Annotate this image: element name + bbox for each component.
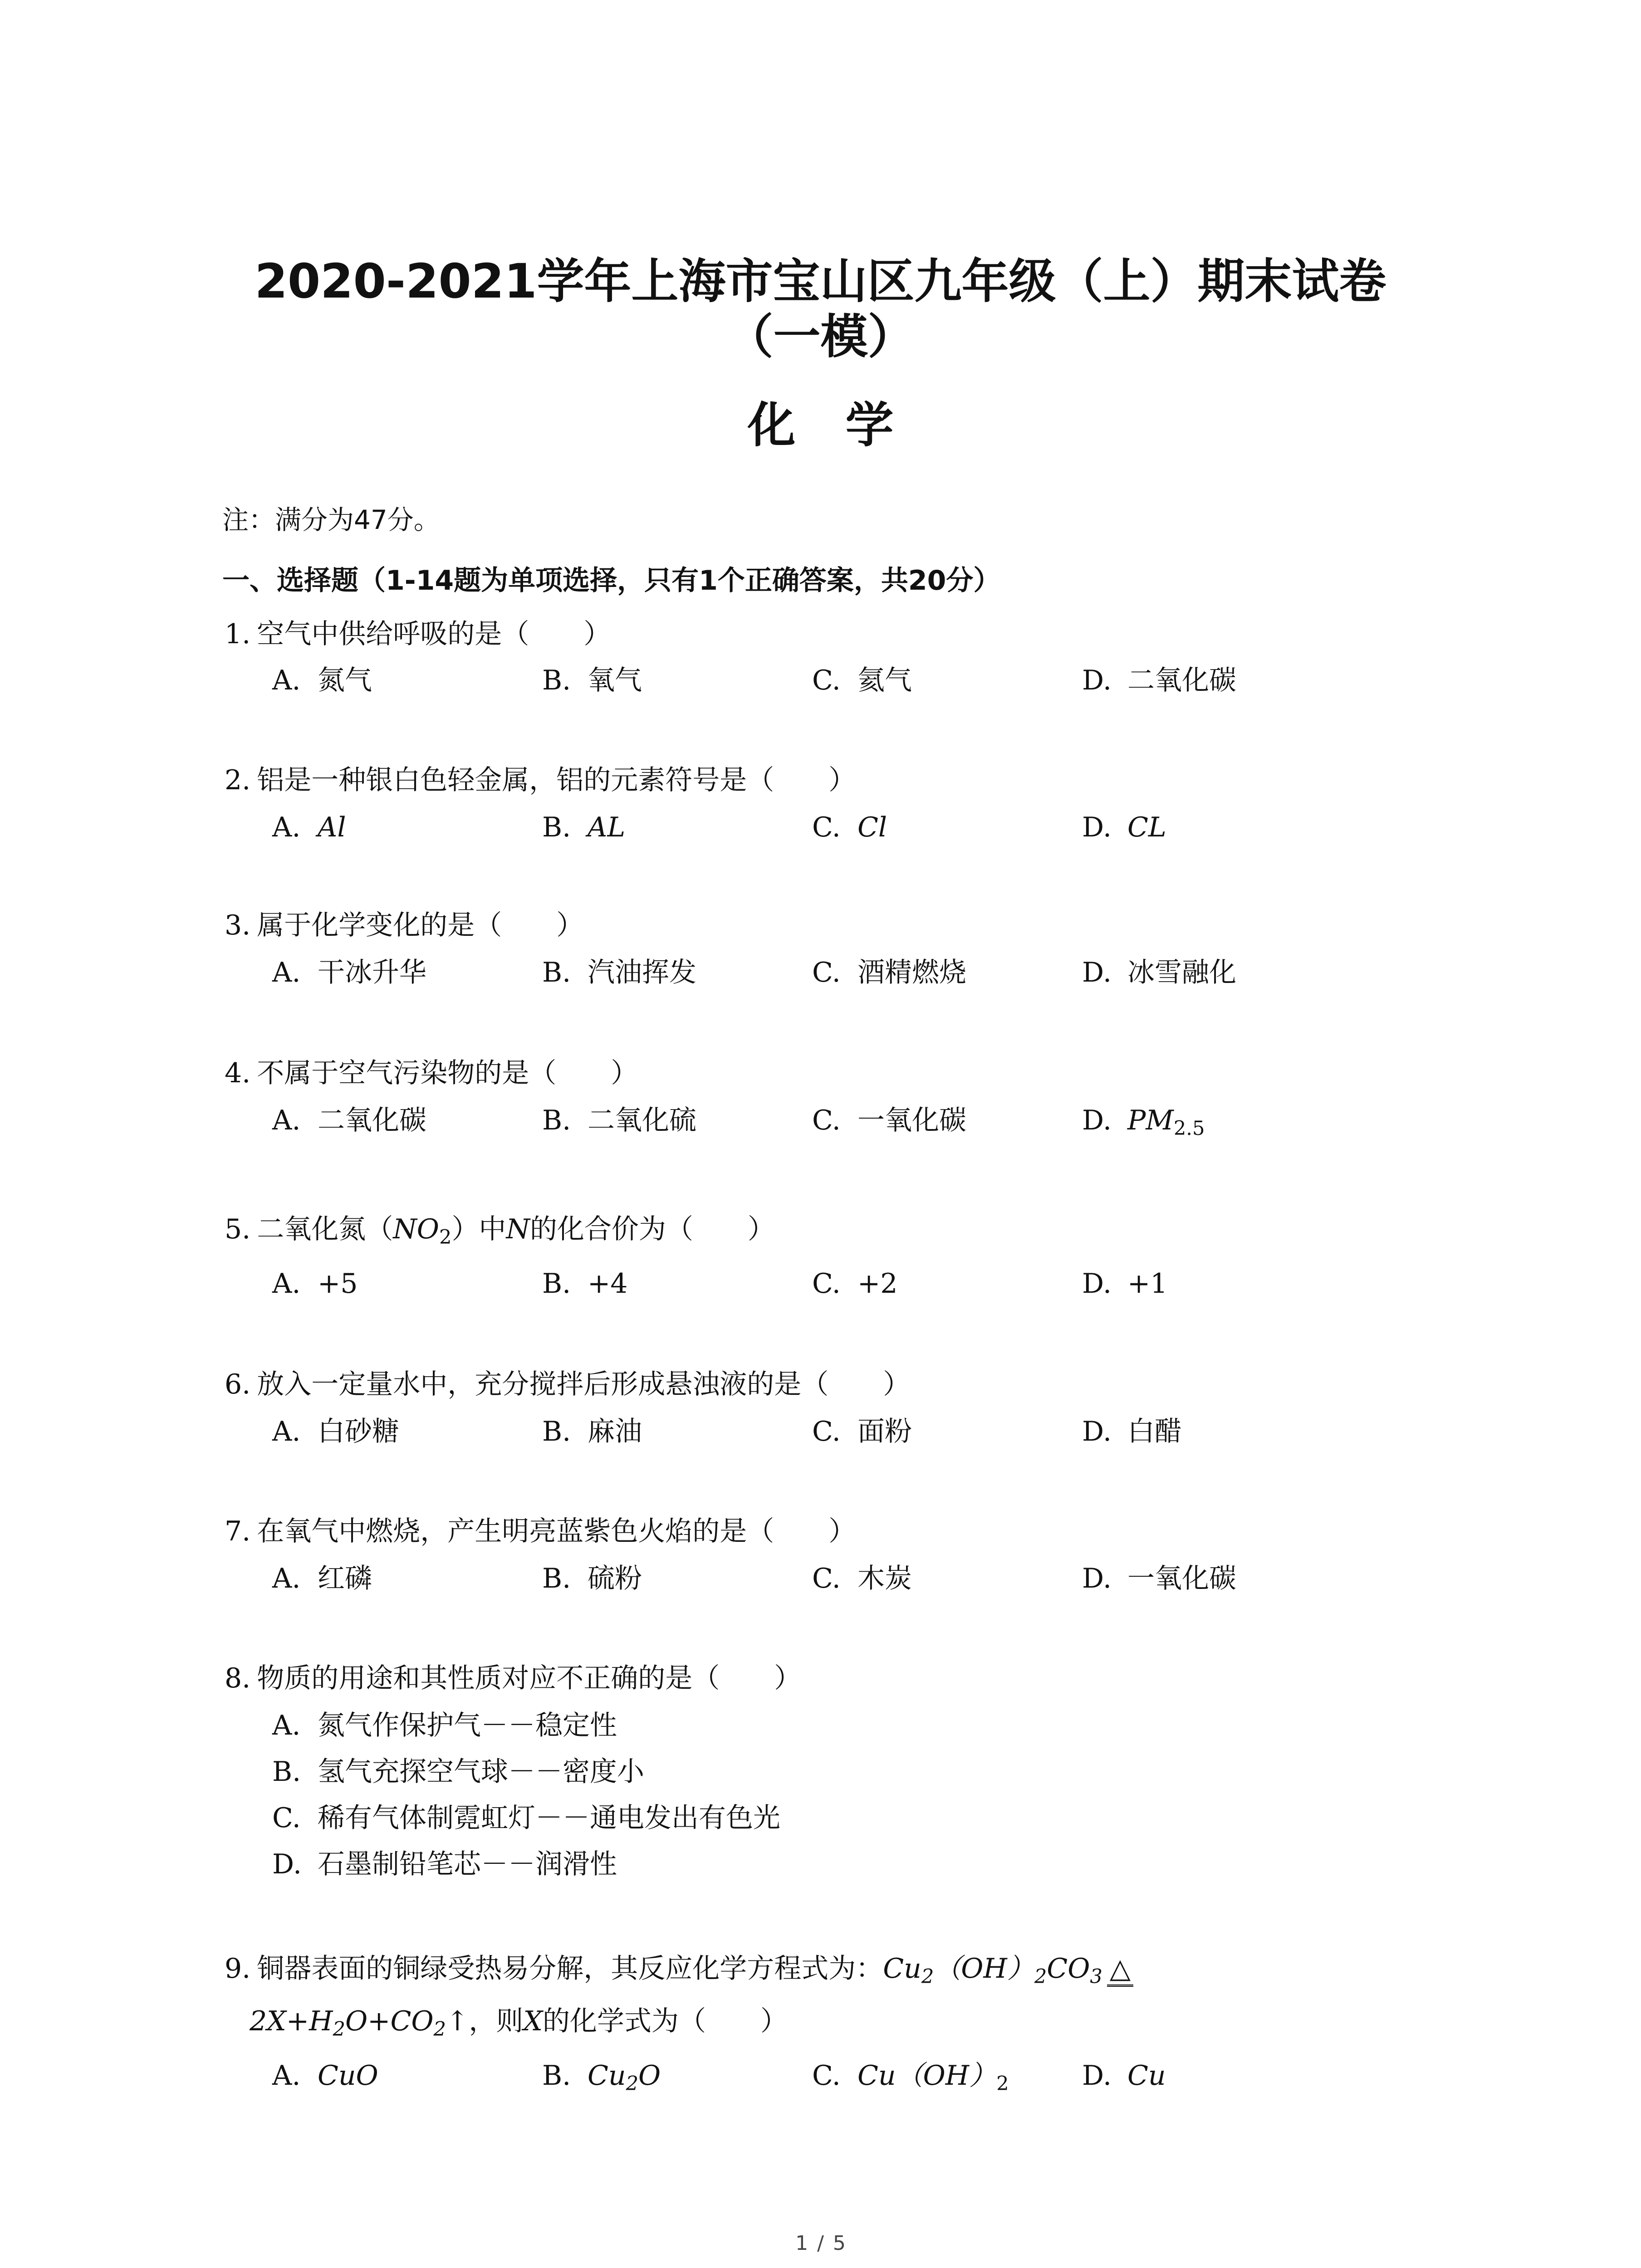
q9-option-b: B. $Cu_2O$ [542, 2060, 661, 2096]
question-3-stem: 3. 属于化学变化的是（ ） [225, 909, 584, 941]
q6-option-a: A. 白砂糖 [272, 1416, 399, 1447]
q7-option-a: A. 红磷 [272, 1563, 372, 1594]
question-9-stem-line2: $2X+H_2O+CO_2↑$，则X的化学式为（ ） [250, 2005, 788, 2041]
q4-option-a: A. 二氧化碳 [272, 1105, 426, 1136]
q3-option-c: C. 酒精燃烧 [812, 957, 966, 988]
q1-option-d: D. 二氧化碳 [1082, 665, 1236, 696]
q2-option-d: D. CL [1082, 811, 1166, 843]
question-2-stem: 2. 铝是一种银白色轻金属，铝的元素符号是（ ） [225, 764, 856, 796]
question-7-stem: 7. 在氧气中燃烧，产生明亮蓝紫色火焰的是（ ） [225, 1515, 856, 1547]
q5-option-d: D. +1 [1082, 1268, 1168, 1300]
q7-option-d: D. 一氧化碳 [1082, 1563, 1236, 1594]
q7-option-c: C. 木炭 [812, 1563, 912, 1594]
q4-option-d: D. $PM_{2.5}$ [1082, 1105, 1205, 1140]
q6-option-d: D. 白醋 [1082, 1416, 1182, 1447]
question-1-stem [225, 616, 611, 652]
question-8-stem: 8. 物质的用途和其性质对应不正确的是（ ） [225, 1662, 802, 1694]
q5-option-a: A. +5 [272, 1268, 358, 1300]
q5-option-c: C. +2 [812, 1268, 898, 1300]
question-4-stem: 4. 不属于空气污染物的是（ ） [225, 1057, 638, 1089]
q8-option-a: A. 氮气作保护气－－稳定性 [272, 1710, 617, 1741]
q5-option-b: B. +4 [542, 1268, 628, 1300]
q8-option-b: B. 氢气充探空气球－－密度小 [272, 1756, 644, 1788]
q3-option-d: D. 冰雪融化 [1082, 957, 1236, 988]
q7-option-b: B. 硫粉 [542, 1563, 642, 1594]
q4-option-c: C. 一氧化碳 [812, 1105, 966, 1136]
q2-option-a: A. Al [272, 811, 346, 843]
q4-option-b: B. 二氧化硫 [542, 1105, 696, 1136]
q6-option-c: C. 面粉 [812, 1416, 912, 1447]
q1-option-c: C. 氦气 [812, 665, 912, 696]
section-heading: 一、选择题（1-14题为单项选择，只有1个正确答案，共20分） [222, 565, 1001, 596]
page-number: 1 / 5 [795, 2232, 846, 2255]
q1-option-b: B. 氧气 [542, 665, 642, 696]
exam-title-line2: （一模） [726, 309, 915, 364]
q9-option-a: A. CuO [272, 2060, 378, 2092]
q9-option-d: D. Cu [1082, 2060, 1166, 2092]
q2-option-b: B. AL [542, 811, 626, 843]
q6-option-b: B. 麻油 [542, 1416, 642, 1447]
heating-condition-mark: △ [1107, 1953, 1133, 1987]
subject-title: 化学 [747, 397, 944, 453]
question-6-stem: 6. 放入一定量水中，充分搅拌后形成悬浊液的是（ ） [225, 1369, 911, 1400]
q3-option-a: A. 干冰升华 [272, 957, 426, 988]
q8-option-d: D. 石墨制铅笔芯－－润滑性 [272, 1848, 617, 1880]
question-text: 空气中供给呼吸的是（ ） [257, 618, 611, 650]
score-note: 注：满分为47分。 [222, 504, 440, 535]
q9-option-c: C. $Cu(OH)_2$ [812, 2060, 1009, 2096]
question-number: 1. [225, 618, 251, 650]
question-5-stem: 5. 二氧化氮$(NO_2)$中N的化合价为（ ） [225, 1213, 775, 1249]
exam-title: 2020-2021学年上海市宝山区九年级（上）期末试卷 [255, 254, 1386, 309]
question-9-stem: 9. 铜器表面的铜绿受热易分解，其反应化学方程式为：$Cu_2(OH)_2CO_3$ △ [225, 1950, 1133, 1987]
q8-option-c: C. 稀有气体制霓虹灯－－通电发出有色光 [272, 1802, 780, 1834]
q3-option-b: B. 汽油挥发 [542, 957, 696, 988]
q1-option-a: A. 氮气 [272, 665, 372, 696]
q2-option-c: C. Cl [812, 811, 887, 843]
